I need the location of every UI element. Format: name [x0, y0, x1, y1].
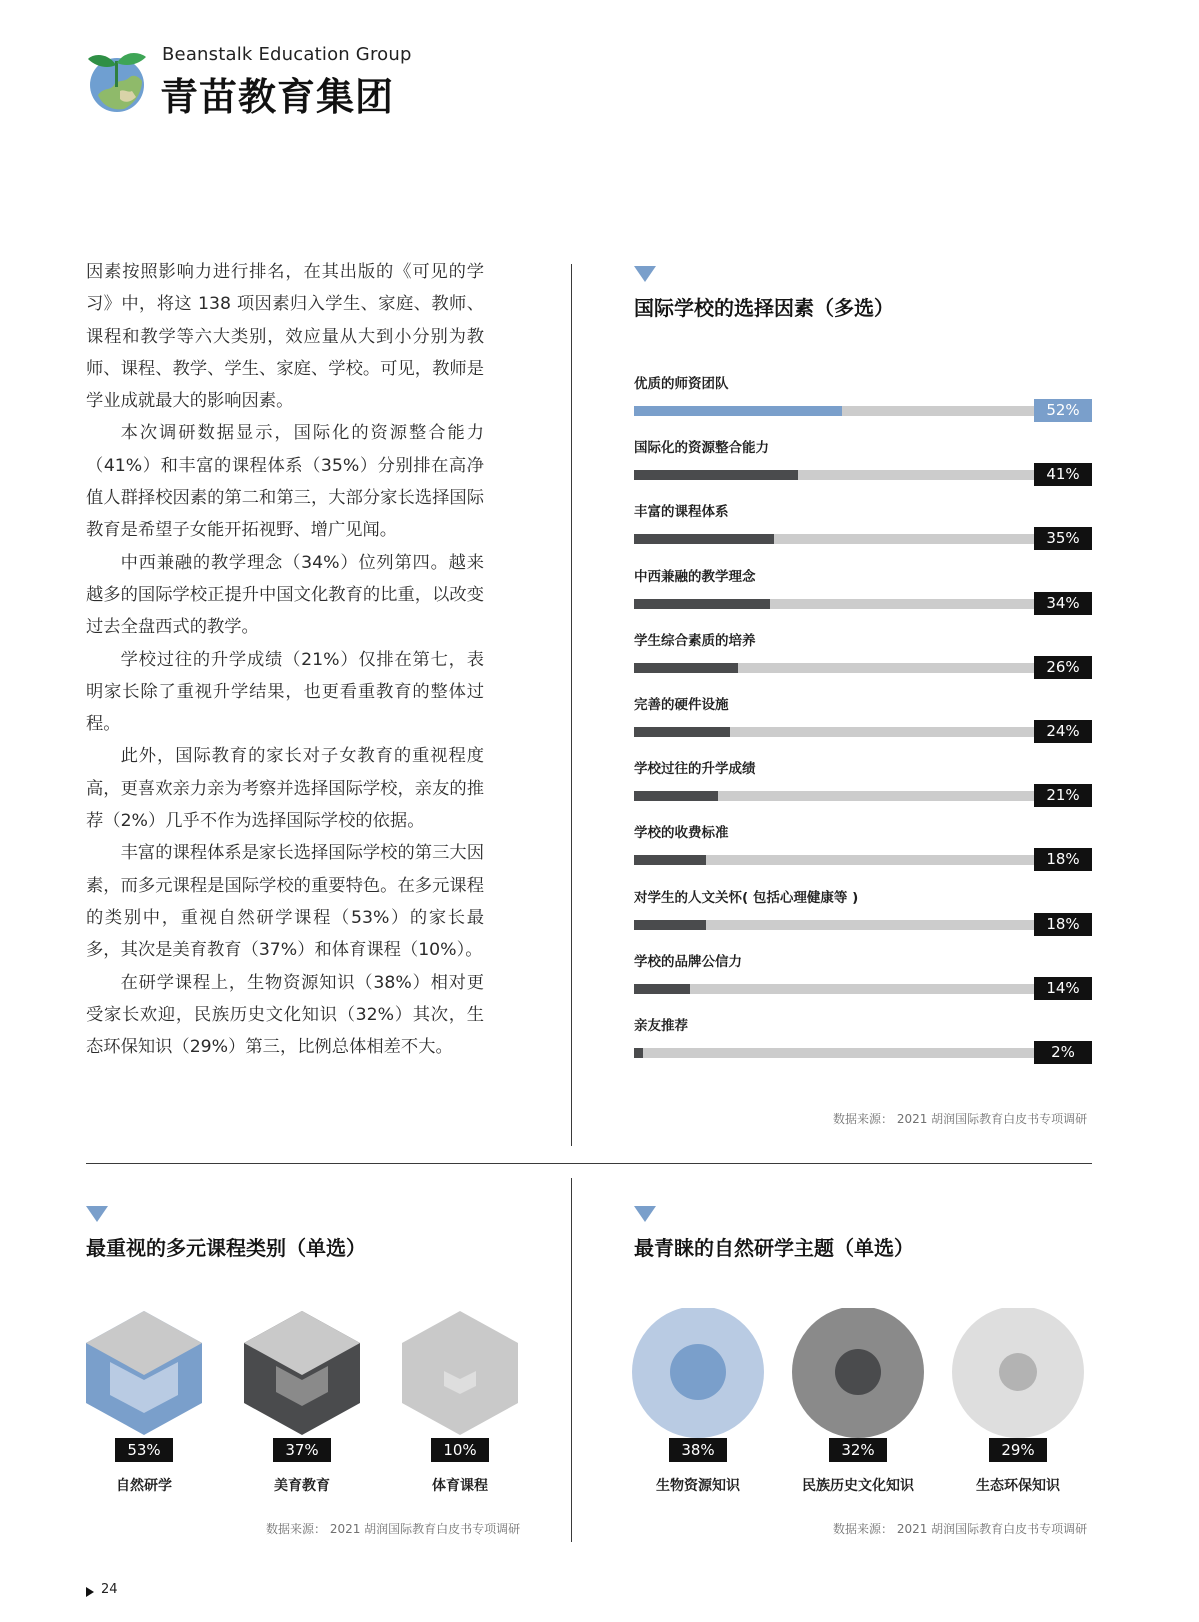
- bar-value-badge: 2%: [1034, 1041, 1092, 1064]
- bar-row: [634, 1014, 1092, 1074]
- concentric-circle-icon: [788, 1308, 928, 1438]
- bar-label: 完善的硬件设施: [634, 697, 729, 713]
- bar-value-badge: 34%: [1034, 592, 1092, 615]
- page-number: 24: [101, 1582, 118, 1597]
- bar-fill: [634, 599, 770, 609]
- bar-label: 丰富的课程体系: [634, 504, 729, 521]
- bar-row: [634, 565, 1092, 625]
- bar-row: [634, 693, 1092, 753]
- bar-row: [634, 757, 1092, 817]
- bar-track: [634, 534, 1034, 544]
- bar-fill: [634, 663, 738, 673]
- percent-badge: 37%: [273, 1438, 331, 1462]
- beanstalk-logo: [84, 47, 150, 113]
- bar-label: 亲友推荐: [634, 1018, 688, 1034]
- bar-row: [634, 372, 1092, 432]
- bar-row: [634, 629, 1092, 689]
- brand-name-english: Beanstalk Education Group: [162, 44, 412, 65]
- bar-fill: [634, 791, 718, 801]
- bar-fill: [634, 920, 706, 930]
- bar-value-badge: 18%: [1034, 848, 1092, 871]
- percent-badge: 10%: [431, 1438, 489, 1462]
- theme-item-ecology: [948, 1308, 1088, 1494]
- triangle-marker-icon: [634, 1206, 656, 1222]
- theme-label: 生物资源知识: [656, 1478, 740, 1494]
- bar-fill: [634, 406, 842, 416]
- curriculum-label: 自然研学: [116, 1478, 172, 1494]
- bar-label: 学校的品牌公信力: [634, 953, 742, 970]
- bar-track: [634, 855, 1034, 865]
- section-divider: [86, 1163, 1092, 1164]
- curriculum-item-arts: [232, 1308, 372, 1494]
- hexagon-cube-icon: [390, 1308, 530, 1438]
- nature-theme-chart-title: 最青睐的自然研学主题（单选）: [634, 1236, 914, 1260]
- bar-fill: [634, 470, 798, 480]
- nature-theme-chart-source: 数据来源： 2021 胡润国际教育白皮书专项调研: [833, 1522, 1088, 1536]
- bar-value-badge: 35%: [1034, 527, 1092, 550]
- bar-value-badge: 14%: [1034, 977, 1092, 1000]
- bar-track: [634, 599, 1034, 609]
- selection-factors-bar-chart: [634, 372, 1092, 1072]
- theme-label: 生态环保知识: [976, 1478, 1060, 1494]
- bar-track: [634, 470, 1034, 480]
- percent-badge: 53%: [115, 1438, 173, 1462]
- bar-track: [634, 920, 1034, 930]
- curriculum-label: 美育教育: [274, 1478, 330, 1494]
- bar-track: [634, 727, 1034, 737]
- bar-label: 国际化的资源整合能力: [634, 440, 769, 457]
- bar-chart-source: 数据来源： 2021 胡润国际教育白皮书专项调研: [833, 1112, 1088, 1126]
- bar-label: 学生综合素质的培养: [634, 632, 756, 649]
- curriculum-label: 体育课程: [432, 1478, 488, 1494]
- bar-track: [634, 663, 1034, 673]
- curriculum-chart-title: 最重视的多元课程类别（单选）: [86, 1236, 366, 1260]
- bar-label: 对学生的人文关怀( 包括心理健康等 ): [634, 889, 859, 906]
- bar-row: [634, 950, 1092, 1010]
- curriculum-item-sports: [390, 1308, 530, 1494]
- bar-fill: [634, 1048, 643, 1058]
- curriculum-item-nature: [74, 1308, 214, 1494]
- bar-value-badge: 18%: [1034, 913, 1092, 936]
- bar-label: 学校的收费标准: [634, 825, 729, 842]
- bar-label: 学校过往的升学成绩: [634, 761, 756, 778]
- brand-name-chinese: 青苗教育集团: [160, 75, 395, 119]
- hexagon-cube-icon: [232, 1308, 372, 1438]
- body-paragraph: 在研学课程上，生物资源知识（38%）相对更受家长欢迎，民族历史文化知识（32%）其次，生态环保知识（29%）第三，比例总体相差不大。: [86, 972, 484, 1058]
- concentric-circle-icon: [628, 1308, 768, 1438]
- bar-fill: [634, 727, 730, 737]
- bar-fill: [634, 855, 706, 865]
- bar-track: [634, 1048, 1034, 1058]
- body-paragraph: 此外，国际教育的家长对子女教育的重视程度高，更喜欢亲力亲为考察并选择国际学校，亲友的推荐（2%）几乎不作为选择国际学校的依据。: [86, 746, 484, 832]
- bar-value-badge: 24%: [1034, 720, 1092, 743]
- hexagon-cube-icon: [74, 1308, 214, 1438]
- percent-badge: 32%: [829, 1438, 887, 1462]
- triangle-marker-icon: [634, 266, 656, 282]
- column-divider: [571, 264, 572, 1146]
- body-paragraph: 学校过往的升学成绩（21%）仅排在第七，表明家长除了重视升学结果，也更看重教育的整体过程。: [86, 649, 484, 735]
- bar-track: [634, 984, 1034, 994]
- bar-row: [634, 500, 1092, 560]
- column-divider: [571, 1178, 572, 1542]
- curriculum-chart-source: 数据来源： 2021 胡润国际教育白皮书专项调研: [266, 1522, 521, 1536]
- bar-track: [634, 791, 1034, 801]
- bar-chart-title: 国际学校的选择因素（多选）: [634, 296, 894, 320]
- bar-label: 优质的师资团队: [634, 376, 729, 392]
- bar-row: [634, 821, 1092, 881]
- bar-label: 中西兼融的教学理念: [634, 568, 756, 585]
- article-body: [86, 256, 484, 1063]
- body-paragraph: 本次调研数据显示，国际化的资源整合能力（41%）和丰富的课程体系（35%）分别排在高净值人群择校因素的第二和第三，大部分家长选择国际教育是希望子女能开拓视野、增广见闻。: [86, 423, 484, 541]
- theme-label: 民族历史文化知识: [802, 1478, 914, 1494]
- triangle-marker-icon: [86, 1206, 108, 1222]
- bar-fill: [634, 984, 690, 994]
- body-paragraph: 丰富的课程体系是家长选择国际学校的第三大因素，而多元课程是国际学校的重要特色。在多元课程的类别中，重视自然研学课程（53%）的家长最多，其次是美育教育（37%）和体育课程（10%）。: [86, 843, 484, 961]
- theme-item-history: [788, 1308, 928, 1494]
- play-triangle-icon: [86, 1587, 94, 1597]
- body-paragraph: 因素按照影响力进行排名，在其出版的《可见的学习》中，将这 138 项因素归入学生、家庭、教师、课程和教学等六大类别，效应量从大到小分别为教师、课程、教学、学生、家庭、学校。可见，教师是学业成就最大的影响因素。: [86, 262, 484, 412]
- concentric-circle-icon: [948, 1308, 1088, 1438]
- percent-badge: 29%: [989, 1438, 1047, 1462]
- bar-track: [634, 406, 1034, 416]
- bar-value-badge: 21%: [1034, 784, 1092, 807]
- theme-item-biology: [628, 1308, 768, 1494]
- bar-value-badge: 26%: [1034, 656, 1092, 679]
- body-paragraph: 中西兼融的教学理念（34%）位列第四。越来越多的国际学校正提升中国文化教育的比重，以改变过去全盘西式的教学。: [86, 552, 484, 638]
- bar-row: [634, 436, 1092, 496]
- bar-row: [634, 886, 1092, 946]
- bar-value-badge: 41%: [1034, 463, 1092, 486]
- bar-value-badge: 52%: [1034, 399, 1092, 422]
- bar-fill: [634, 534, 774, 544]
- percent-badge: 38%: [669, 1438, 727, 1462]
